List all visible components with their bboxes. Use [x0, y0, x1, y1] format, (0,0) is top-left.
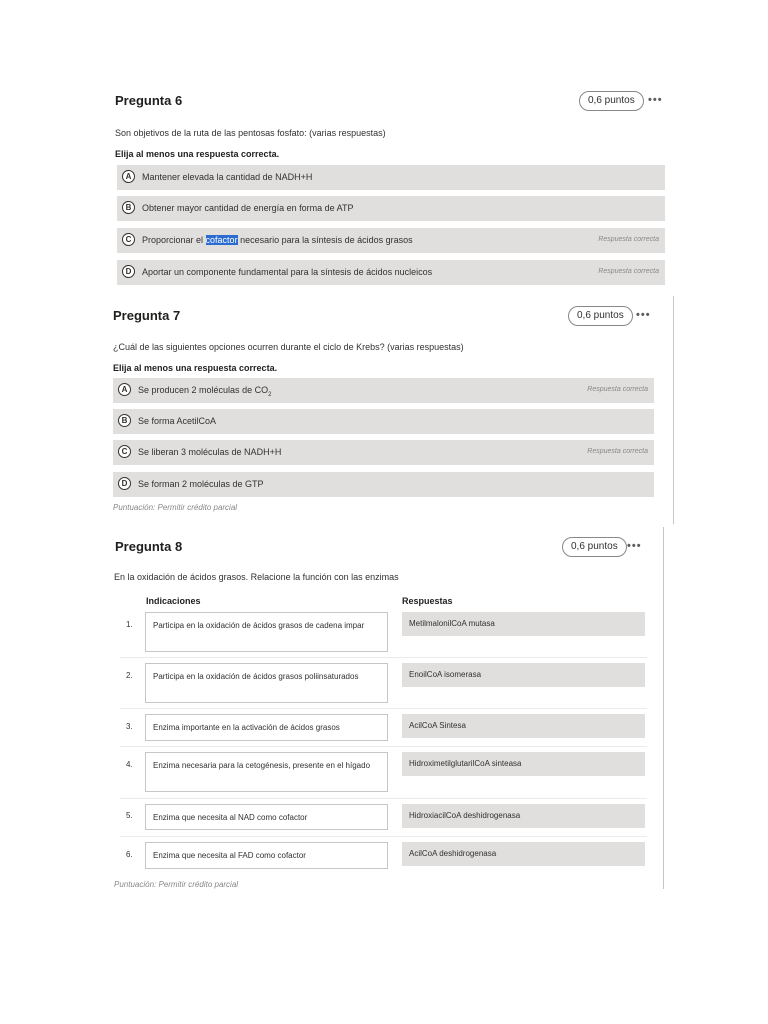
points-badge[interactable]: 0,6 puntos — [579, 91, 644, 111]
more-options-icon[interactable]: ••• — [636, 309, 651, 321]
row-number: 3. — [126, 722, 133, 731]
row-number: 1. — [126, 620, 133, 629]
question-title: Pregunta 8 — [115, 539, 183, 554]
indication-item: Enzima necesaria para la cetogénesis, presente en el hígado — [145, 752, 388, 792]
option-c[interactable] — [113, 440, 654, 465]
question-text: En la oxidación de ácidos grasos. Relacione la función con las enzimas — [114, 572, 399, 582]
indication-item: Participa en la oxidación de ácidos grasos poliinsaturados — [145, 663, 388, 703]
row-separator — [120, 708, 647, 709]
column-header-indicaciones: Indicaciones — [146, 596, 201, 606]
question-text: ¿Cuál de las siguientes opciones ocurren durante el ciclo de Krebs? (varias respuestas) — [113, 342, 464, 352]
panel-divider — [673, 296, 674, 524]
option-letter: B — [122, 201, 135, 214]
correct-answer-tag: Respuesta correcta — [587, 448, 648, 455]
question-instruction: Elija al menos una respuesta correcta. — [113, 363, 278, 373]
option-letter: D — [122, 265, 135, 278]
option-text-main: Se producen 2 moléculas de CO — [138, 385, 269, 395]
highlighted-word: cofactor — [205, 235, 238, 245]
option-text: Se forma AcetilCoA — [138, 416, 217, 426]
option-letter: A — [118, 383, 131, 396]
answer-dropdown[interactable]: AcilCoA deshidrogenasa — [402, 842, 645, 866]
points-badge[interactable]: 0,6 puntos — [568, 306, 633, 326]
question-text: Son objetivos de la ruta de las pentosas fosfato: (varias respuestas) — [115, 128, 386, 138]
option-a[interactable] — [113, 378, 654, 403]
answer-dropdown[interactable]: EnoilCoA isomerasa — [402, 663, 645, 687]
option-d[interactable] — [113, 472, 654, 497]
correct-answer-tag: Respuesta correcta — [598, 268, 659, 275]
option-letter: D — [118, 477, 131, 490]
subscript: 2 — [268, 391, 272, 398]
row-separator — [120, 836, 647, 837]
option-letter: C — [118, 445, 131, 458]
option-text-before: Proporcionar el — [142, 235, 206, 245]
option-c[interactable] — [117, 228, 665, 253]
option-letter: B — [118, 414, 131, 427]
option-text: Obtener mayor cantidad de energía en forma de ATP — [142, 203, 354, 213]
answer-dropdown[interactable]: MetilmalonilCoA mutasa — [402, 612, 645, 636]
row-number: 5. — [126, 811, 133, 820]
points-badge[interactable]: 0,6 puntos — [562, 537, 627, 557]
option-text: Mantener elevada la cantidad de NADH+H — [142, 172, 313, 182]
option-d[interactable] — [117, 260, 665, 285]
indication-item: Enzima importante en la activación de ácidos grasos — [145, 714, 388, 741]
indication-item: Enzima que necesita al NAD como cofactor — [145, 804, 388, 830]
question-title: Pregunta 6 — [115, 93, 183, 108]
answer-dropdown[interactable]: HidroxiacilCoA deshidrogenasa — [402, 804, 645, 828]
indication-item: Participa en la oxidación de ácidos grasos de cadena impar — [145, 612, 388, 652]
column-header-respuestas: Respuestas — [402, 596, 453, 606]
option-b[interactable] — [113, 409, 654, 434]
more-options-icon[interactable]: ••• — [648, 94, 663, 106]
row-number: 6. — [126, 850, 133, 859]
row-separator — [120, 746, 647, 747]
correct-answer-tag: Respuesta correcta — [598, 236, 659, 243]
panel-divider — [663, 527, 664, 889]
answer-dropdown[interactable]: HidroximetilglutarilCoA sinteasa — [402, 752, 645, 776]
option-text — [138, 385, 271, 398]
option-text — [142, 235, 413, 245]
row-number: 4. — [126, 760, 133, 769]
row-number: 2. — [126, 671, 133, 680]
option-b[interactable] — [117, 196, 665, 221]
option-text: Aportar un componente fundamental para la síntesis de ácidos nucleicos — [142, 267, 433, 277]
question-instruction: Elija al menos una respuesta correcta. — [115, 149, 280, 159]
option-letter: A — [122, 170, 135, 183]
more-options-icon[interactable]: ••• — [627, 540, 642, 552]
option-a[interactable] — [117, 165, 665, 190]
row-separator — [120, 798, 647, 799]
row-separator — [120, 657, 647, 658]
answer-dropdown[interactable]: AcilCoA Sintesa — [402, 714, 645, 738]
option-letter: C — [122, 233, 135, 246]
correct-answer-tag: Respuesta correcta — [587, 386, 648, 393]
scoring-note: Puntuación: Permitir crédito parcial — [113, 503, 238, 512]
indication-item: Enzima que necesita al FAD como cofactor — [145, 842, 388, 869]
option-text: Se forman 2 moléculas de GTP — [138, 479, 264, 489]
scoring-note: Puntuación: Permitir crédito parcial — [114, 880, 239, 889]
option-text-after: necesario para la síntesis de ácidos grasos — [237, 235, 413, 245]
option-text: Se liberan 3 moléculas de NADH+H — [138, 447, 282, 457]
question-title: Pregunta 7 — [113, 308, 181, 323]
